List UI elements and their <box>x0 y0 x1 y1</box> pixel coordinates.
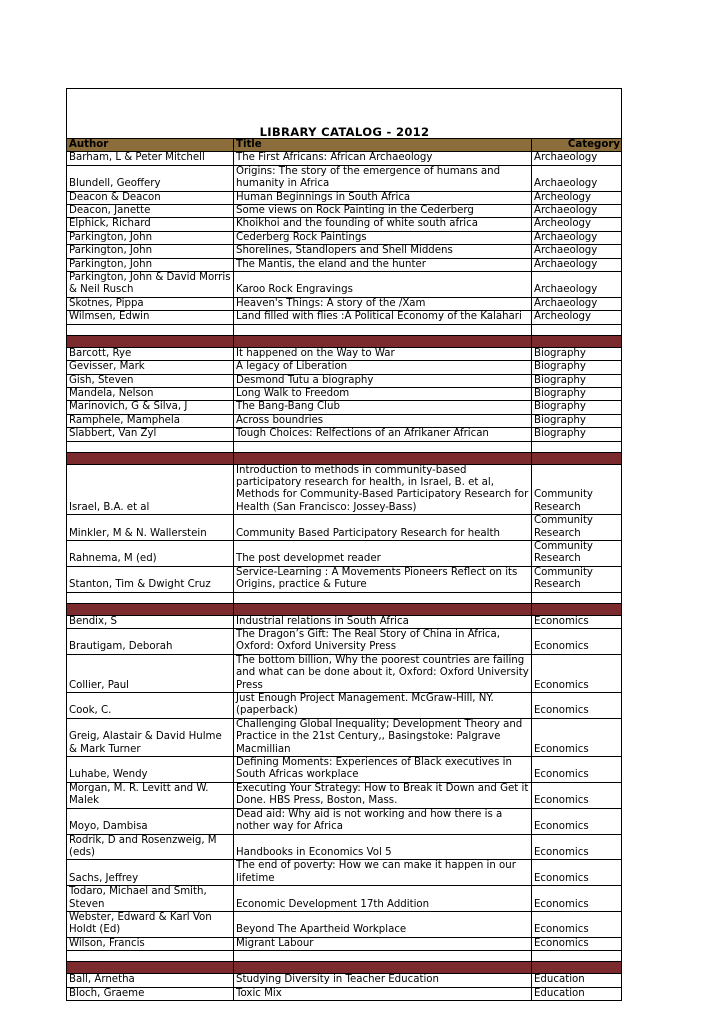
category-cell: Economics <box>532 834 622 860</box>
blank-cell <box>67 441 234 452</box>
table-row <box>67 464 622 515</box>
separator-cell <box>67 962 234 974</box>
table-row <box>67 245 622 258</box>
category-cell: Archeology <box>532 311 622 324</box>
category-cell: Archaeology <box>532 165 622 191</box>
title-cell: Cederberg Rock Paintings <box>234 231 532 244</box>
title-column-header: Title <box>234 139 532 152</box>
table-row <box>67 205 622 218</box>
title-cell: Beyond The Apartheid Workplace <box>234 911 532 937</box>
category-cell: Economics <box>532 615 622 628</box>
category-cell: Community Research <box>532 566 622 592</box>
title-cell: Dead aid: Why aid is not working and how there is a nother way for Africa <box>234 808 532 834</box>
table-row <box>67 937 622 950</box>
title-cell: Tough Choices: Relfections of an Afrikaner African <box>234 428 532 441</box>
blank-cell <box>532 324 622 335</box>
author-cell: Deacon & Deacon <box>67 191 234 204</box>
title-cell: Toxic Mix <box>234 987 532 1000</box>
category-cell: Economics <box>532 629 622 655</box>
blank-cell <box>532 592 622 603</box>
category-cell: Archaeology <box>532 152 622 165</box>
category-cell: Biography <box>532 401 622 414</box>
blank-row <box>67 324 622 335</box>
table-row <box>67 428 622 441</box>
table-row <box>67 515 622 541</box>
table-row <box>67 886 622 912</box>
author-cell: Barham, L & Peter Mitchell <box>67 152 234 165</box>
title-cell: A legacy of Liberation <box>234 361 532 374</box>
table-row <box>67 374 622 387</box>
table-row <box>67 540 622 566</box>
title-cell: The Dragon’s Gift: The Real Story of China in Africa, Oxford: Oxford University Press <box>234 629 532 655</box>
author-cell: Rahnema, M (ed) <box>67 540 234 566</box>
title-cell: Challenging Global Inequality; Development Theory and Practice in the 21st Century,, Basingstoke: Palgrave Macmillian <box>234 718 532 756</box>
author-cell: Israel, B.A. et al <box>67 464 234 515</box>
separator-cell <box>234 603 532 615</box>
table-row <box>67 311 622 324</box>
author-cell: Webster, Edward & Karl Von Holdt (Ed) <box>67 911 234 937</box>
category-cell: Biography <box>532 428 622 441</box>
author-cell: Slabbert, Van Zyl <box>67 428 234 441</box>
title-cell: The First Africans: African Archaeology <box>234 152 532 165</box>
blank-row <box>67 441 622 452</box>
author-cell: Deacon, Janette <box>67 205 234 218</box>
table-row <box>67 860 622 886</box>
title-cell: Heaven's Things: A story of the /Xam <box>234 297 532 310</box>
author-cell: Mandela, Nelson <box>67 387 234 400</box>
title-cell: The post developmet reader <box>234 540 532 566</box>
category-cell: Economics <box>532 757 622 783</box>
table-row <box>67 629 622 655</box>
blank-cell <box>532 441 622 452</box>
table-row <box>67 401 622 414</box>
table-row <box>67 718 622 756</box>
blank-cell <box>532 951 622 962</box>
author-cell: Todaro, Michael and Smith, Steven <box>67 886 234 912</box>
title-cell: Migrant Labour <box>234 937 532 950</box>
table-row <box>67 566 622 592</box>
section-separator <box>67 335 622 347</box>
category-cell: Community Research <box>532 515 622 541</box>
table-row <box>67 757 622 783</box>
catalog-title: LIBRARY CATALOG - 2012 <box>67 89 622 139</box>
author-cell: Barcott, Rye <box>67 347 234 360</box>
category-cell: Economics <box>532 654 622 692</box>
author-cell: Gevisser, Mark <box>67 361 234 374</box>
author-cell: Parkington, John <box>67 245 234 258</box>
title-cell: Handbooks in Economics Vol 5 <box>234 834 532 860</box>
title-cell: The Bang-Bang Club <box>234 401 532 414</box>
category-cell: Biography <box>532 387 622 400</box>
title-cell: Across boundries <box>234 414 532 427</box>
category-cell: Archaeology <box>532 231 622 244</box>
column-header-row <box>67 139 622 152</box>
category-cell: Economics <box>532 937 622 950</box>
author-cell: Blundell, Geoffery <box>67 165 234 191</box>
table-row <box>67 911 622 937</box>
title-cell: Economic Development 17th Addition <box>234 886 532 912</box>
blank-cell <box>234 951 532 962</box>
table-row <box>67 693 622 719</box>
author-cell: Stanton, Tim & Dwight Cruz <box>67 566 234 592</box>
author-cell: Brautigam, Deborah <box>67 629 234 655</box>
author-cell: Elphick, Richard <box>67 218 234 231</box>
catalog-sheet <box>66 88 621 1001</box>
table-row <box>67 231 622 244</box>
category-cell: Economics <box>532 911 622 937</box>
blank-cell <box>234 592 532 603</box>
blank-cell <box>67 951 234 962</box>
title-cell: It happened on the Way to War <box>234 347 532 360</box>
category-cell: Education <box>532 974 622 987</box>
title-cell: The end of poverty: How we can make it happen in our lifetime <box>234 860 532 886</box>
category-cell: Economics <box>532 693 622 719</box>
author-cell: Wilson, Francis <box>67 937 234 950</box>
category-cell: Biography <box>532 361 622 374</box>
category-column-header: Category <box>532 139 622 152</box>
category-cell: Economics <box>532 860 622 886</box>
title-cell: Shorelines, Standlopers and Shell Middens <box>234 245 532 258</box>
author-cell: Parkington, John & David Morris & Neil Rusch <box>67 272 234 298</box>
title-cell: Human Beginnings in South Africa <box>234 191 532 204</box>
title-cell: Land filled with flies :A Political Economy of the Kalahari <box>234 311 532 324</box>
author-cell: Moyo, Dambisa <box>67 808 234 834</box>
author-cell: Bloch, Graeme <box>67 987 234 1000</box>
author-cell: Sachs, Jeffrey <box>67 860 234 886</box>
category-cell: Economics <box>532 782 622 808</box>
title-row <box>67 89 622 139</box>
title-cell: Long Walk to Freedom <box>234 387 532 400</box>
category-cell: Biography <box>532 347 622 360</box>
separator-cell <box>532 962 622 974</box>
category-cell: Community Research <box>532 540 622 566</box>
table-row <box>67 834 622 860</box>
section-separator <box>67 452 622 464</box>
blank-cell <box>67 592 234 603</box>
author-cell: Bendix, S <box>67 615 234 628</box>
table-row <box>67 218 622 231</box>
author-cell: Minkler, M & N. Wallerstein <box>67 515 234 541</box>
catalog-table <box>66 88 622 1001</box>
table-row <box>67 258 622 271</box>
separator-cell <box>67 603 234 615</box>
table-row <box>67 615 622 628</box>
table-row <box>67 152 622 165</box>
title-cell: Origins: The story of the emergence of humans and humanity in Africa <box>234 165 532 191</box>
author-cell: Ramphele, Mamphela <box>67 414 234 427</box>
table-row <box>67 414 622 427</box>
table-row <box>67 387 622 400</box>
category-cell: Economics <box>532 886 622 912</box>
category-cell: Biography <box>532 374 622 387</box>
author-cell: Skotnes, Pippa <box>67 297 234 310</box>
section-separator <box>67 962 622 974</box>
table-row <box>67 361 622 374</box>
table-row <box>67 165 622 191</box>
title-cell: Service-Learning : A Movements Pioneers Reflect on its Origins, practice & Future <box>234 566 532 592</box>
title-cell: Executing Your Strategy: How to Break it Down and Get it Done. HBS Press, Boston, Mass. <box>234 782 532 808</box>
title-cell: The Mantis, the eland and the hunter <box>234 258 532 271</box>
separator-cell <box>532 452 622 464</box>
author-cell: Greig, Alastair & David Hulme & Mark Turner <box>67 718 234 756</box>
separator-cell <box>67 335 234 347</box>
separator-cell <box>532 335 622 347</box>
author-cell: Marinovich, G & Silva, J <box>67 401 234 414</box>
title-cell: Industrial relations in South Africa <box>234 615 532 628</box>
blank-cell <box>234 441 532 452</box>
author-cell: Cook, C. <box>67 693 234 719</box>
category-cell: Archaeology <box>532 245 622 258</box>
title-cell: Some views on Rock Painting in the Cederberg <box>234 205 532 218</box>
author-cell: Wilmsen, Edwin <box>67 311 234 324</box>
separator-cell <box>67 452 234 464</box>
table-row <box>67 782 622 808</box>
category-cell: Education <box>532 987 622 1000</box>
title-cell: Khoikhoi and the founding of white south africa <box>234 218 532 231</box>
separator-cell <box>234 962 532 974</box>
author-cell: Luhabe, Wendy <box>67 757 234 783</box>
author-cell: Gish, Steven <box>67 374 234 387</box>
author-cell: Collier, Paul <box>67 654 234 692</box>
title-cell: The bottom billion, Why the poorest countries are failing and what can be done about it, Oxford: Oxford University Press <box>234 654 532 692</box>
table-row <box>67 191 622 204</box>
category-cell: Archeology <box>532 218 622 231</box>
section-separator <box>67 603 622 615</box>
table-row <box>67 347 622 360</box>
table-row <box>67 974 622 987</box>
separator-cell <box>234 452 532 464</box>
category-cell: Archeology <box>532 191 622 204</box>
category-cell: Archaeology <box>532 258 622 271</box>
separator-cell <box>532 603 622 615</box>
author-cell: Parkington, John <box>67 258 234 271</box>
author-column-header: Author <box>67 139 234 152</box>
title-cell: Defining Moments: Experiences of Black executives in South Africas workplace <box>234 757 532 783</box>
category-cell: Economics <box>532 808 622 834</box>
title-cell: Studying Diversity in Teacher Education <box>234 974 532 987</box>
table-row <box>67 654 622 692</box>
table-row <box>67 808 622 834</box>
blank-cell <box>234 324 532 335</box>
category-cell: Biography <box>532 414 622 427</box>
blank-row <box>67 592 622 603</box>
table-row <box>67 272 622 298</box>
author-cell: Parkington, John <box>67 231 234 244</box>
table-row <box>67 987 622 1000</box>
title-cell: Community Based Participatory Research for health <box>234 515 532 541</box>
table-row <box>67 297 622 310</box>
author-cell: Morgan, M. R. Levitt and W. Malek <box>67 782 234 808</box>
title-cell: Desmond Tutu a biography <box>234 374 532 387</box>
blank-row <box>67 951 622 962</box>
blank-cell <box>67 324 234 335</box>
title-cell: Karoo Rock Engravings <box>234 272 532 298</box>
category-cell: Archaeology <box>532 297 622 310</box>
category-cell: Community Research <box>532 464 622 515</box>
title-cell: Just Enough Project Management. McGraw-Hill, NY. (paperback) <box>234 693 532 719</box>
author-cell: Rodrik, D and Rosenzweig, M (eds) <box>67 834 234 860</box>
category-cell: Archaeology <box>532 272 622 298</box>
separator-cell <box>234 335 532 347</box>
title-cell: Introduction to methods in community-based participatory research for health, in Israel, B. et al, Methods for Community-Based Participatory Research for Health (San Francisco: Jossey-Bass) <box>234 464 532 515</box>
category-cell: Archaeology <box>532 205 622 218</box>
author-cell: Ball, Arnetha <box>67 974 234 987</box>
category-cell: Economics <box>532 718 622 756</box>
